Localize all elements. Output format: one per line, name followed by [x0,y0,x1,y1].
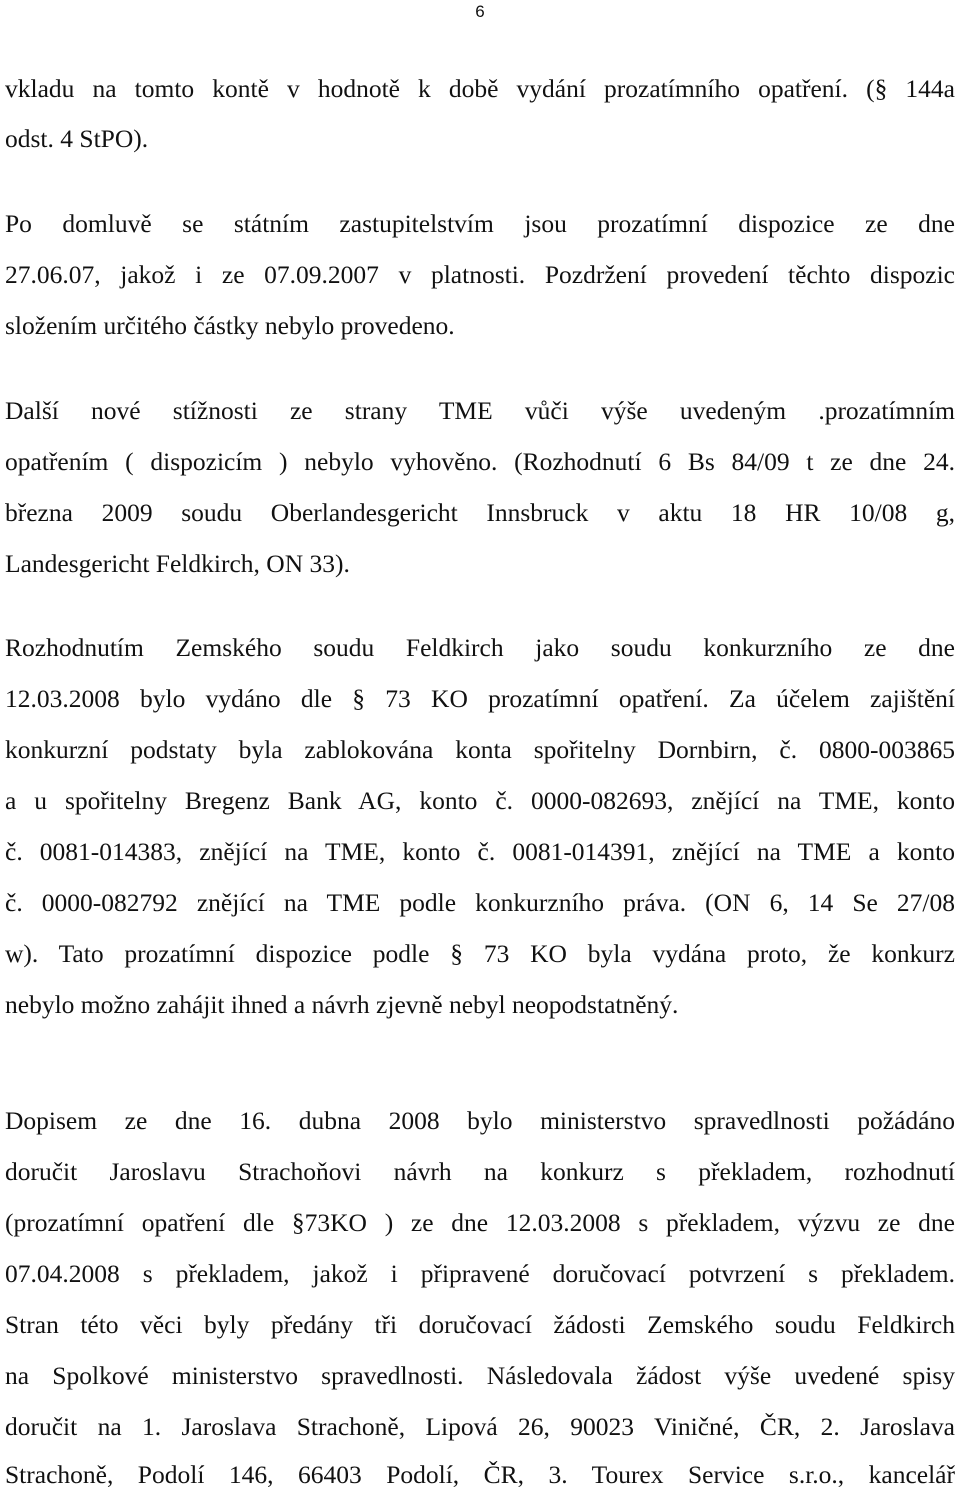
text-line: Další nové stížnosti ze strany TME vůči výše uvedeným .prozatímním [5,396,955,425]
text-line: Po domluvě se státním zastupitelstvím jsou prozatímní dispozice ze dne [5,209,955,238]
text-line: (prozatímní opatření dle §73KO ) ze dne 12.03.2008 s překladem, výzvu ze dne [5,1208,955,1237]
text-line: nebylo možno zahájit ihned a návrh zjevně nebyl neopodstatněný. [5,990,679,1019]
text-line: 12.03.2008 bylo vydáno dle § 73 KO prozatímní opatření. Za účelem zajištění [5,684,955,713]
text-line: 07.04.2008 s překladem, jakož i připravené doručovací potvrzení s překladem. [5,1259,955,1288]
text-line: složením určitého částky nebylo provedeno. [5,311,455,340]
text-line: opatřením ( dispozicím ) nebylo vyhověno. (Rozhodnutí 6 Bs 84/09 t ze dne 24. [5,447,955,476]
text-line: doručit Jaroslavu Strachoňovi návrh na konkurz s překladem, rozhodnutí [5,1157,955,1186]
text-line: Strachoně, Podolí 146, 66403 Podolí, ČR, 3. Tourex Service s.r.o., kancelář [5,1460,955,1489]
text-line: doručit na 1. Jaroslava Strachoně, Lipová 26, 90023 Viničné, ČR, 2. Jaroslava [5,1412,955,1441]
text-line: 27.06.07, jakož i ze 07.09.2007 v platnosti. Pozdržení provedení těchto dispozic [5,260,955,289]
text-line: w). Tato prozatímní dispozice podle § 73 KO byla vydána proto, že konkurz [5,939,955,968]
text-line: č. 0081-014383, znějící na TME, konto č. 0081-014391, znějící na TME a konto [5,837,955,866]
text-line: odst. 4 StPO). [5,124,149,153]
text-line: Rozhodnutím Zemského soudu Feldkirch jako soudu konkurzního ze dne [5,633,955,662]
text-line: č. 0000-082792 znějící na TME podle konkurzního práva. (ON 6, 14 Se 27/08 [5,888,955,917]
text-line: konkurzní podstaty byla zablokována konta spořitelny Dornbirn, č. 0800-003865 [5,735,955,764]
text-line: Stran této věci byly předány tři doručovací žádosti Zemského soudu Feldkirch [5,1310,955,1339]
text-line: a u spořitelny Bregenz Bank AG, konto č. 0000-082693, znějící na TME, konto [5,786,955,815]
text-line: Landesgericht Feldkirch, ON 33). [5,549,350,578]
text-line: března 2009 soudu Oberlandesgericht Innsbruck v aktu 18 HR 10/08 g, [5,498,955,527]
text-line: na Spolkové ministerstvo spravedlnosti. Následovala žádost výše uvedené spisy [5,1361,955,1390]
page-number: 6 [475,2,485,21]
text-line: Dopisem ze dne 16. dubna 2008 bylo ministerstvo spravedlnosti požádáno [5,1106,955,1135]
text-line: vkladu na tomto kontě v hodnotě k době vydání prozatímního opatření. (§ 144a [5,74,955,103]
